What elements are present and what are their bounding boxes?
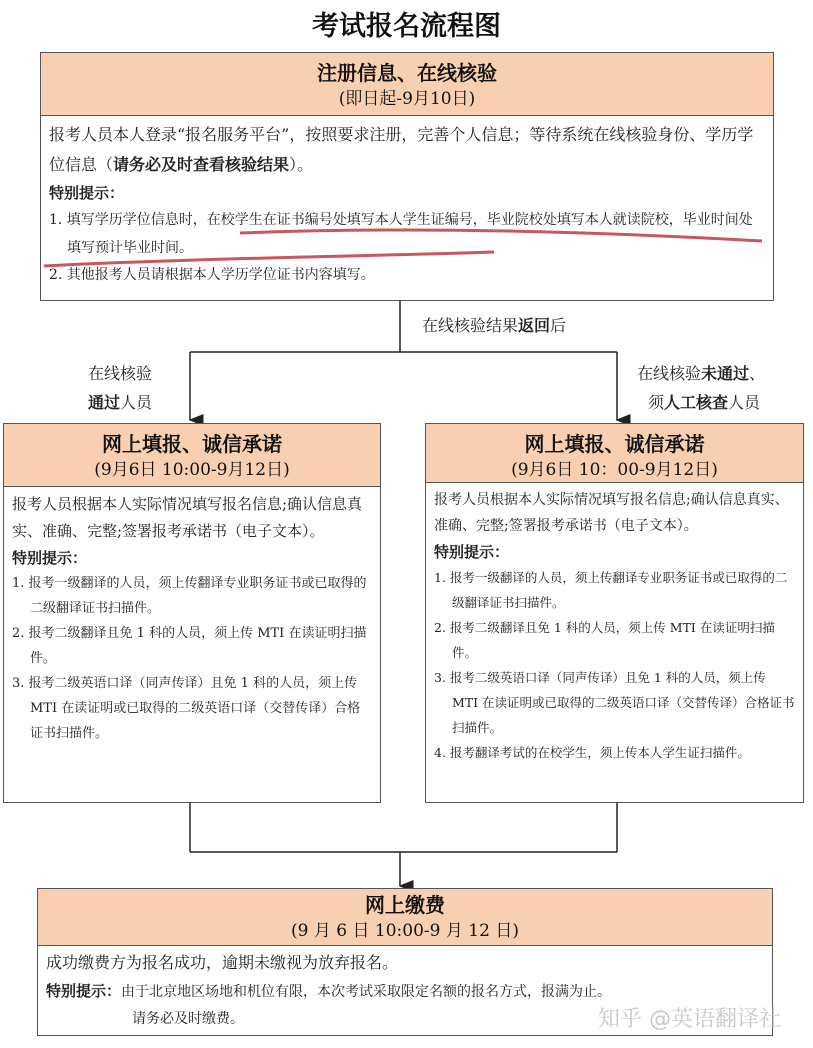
step2-right-desc: 报考人员根据本人实际情况填写报名信息;确认信息真实、准确、完整;签署报考承诺书（电子文本）。 [434,492,789,534]
watermark: 知乎 @英语翻译社 [598,1007,781,1032]
step2-left-tip-2: 2. 报考二级翻译且免 1 科的人员，须上传 MTI 在读证明扫描件。 [12,626,367,666]
step3-date: (9 月 6 日 10:00-9 月 12 日) [291,921,519,941]
step3-header [38,889,772,946]
step1-tip-1: 1. 填写学历学位信息时，在校学生在证书编号处填写本人学生证编号，毕业院校处填写本人就读院校，毕业时间处填写预计毕业时间。 [49,212,753,256]
step1-tip-label: 特别提示： [49,184,125,202]
pass-label-1: 在线核验 [88,364,153,383]
step2-right-title: 网上填报、诚信承诺 [524,432,705,456]
step2-left-tip-3: 3. 报考二级英语口译（同声传译）且免 1 科的人员，须上传 MTI 在读证明或已取得的二级英语口译（交替传译）合格证书扫描件。 [12,676,361,741]
step1-box [40,52,774,301]
step1-tip-2: 2. 其他报考人员请根据本人学历学位证书内容填写。 [49,267,375,283]
step2-right-tip-3: 3. 报考二级英语口译（同声传译）且免 1 科的人员，须上传 MTI 在读证明或已取得的二级英语口译（交替传译）合格证书扫描件。 [434,670,795,735]
step3-desc: 成功缴费方为报名成功，逾期未缴视为放弃报名。 [46,953,399,972]
page-title: 考试报名流程图 [312,11,501,42]
step2-left-title: 网上填报、诚信承诺 [102,432,282,456]
step1-date: (即日起-9月10日) [338,89,476,109]
fail-label-2: 须人工核查人员 [648,393,761,412]
step3-tip: 特别提示：由于北京地区场地和机位有限，本次考试采取限定名额的报名方式，报满为止。 [46,982,612,1000]
step2-right-tip-2: 2. 报考二级翻译且免 1 科的人员，须上传 MTI 在读证明扫描件。 [434,620,775,660]
step2-right-tip-1: 1. 报考一级翻译的人员，须上传翻译专业职务证书或已取得的二级翻译证书扫描件。 [434,570,788,610]
pass-label-2: 通过人员 [88,393,153,412]
step2-left-tip-1: 1. 报考一级翻译的人员，须上传翻译专业职务证书或已取得的二级翻译证书扫描件。 [12,576,367,616]
step1-header [41,53,773,116]
fail-label-1: 在线核验未通过、 [637,364,766,383]
step2-left-header [4,424,380,487]
after-verify-label: 在线核验结果返回后 [422,316,567,335]
step2-left-tip-label: 特别提示： [12,549,88,567]
step3-tip-2: 请务必及时缴费。 [132,1011,244,1027]
step2-left-box [3,423,381,803]
step2-right-tip-label: 特别提示： [434,543,510,561]
step3-title: 网上缴费 [365,893,445,917]
step2-right-box [425,423,804,803]
step2-right-header [426,424,803,483]
step1-desc: 报考人员本人登录“报名服务平台”，按照要求注册，完善个人信息；等待系统在线核验身份、学历学位信息（请务必及时查看核验结果）。 [49,125,754,174]
step2-right-tip-4: 4. 报考翻译考试的在校学生，须上传本人学生证扫描件。 [434,745,750,760]
step1-title: 注册信息、在线核验 [317,61,497,85]
step2-left-desc: 报考人员根据本人实际情况填写报名信息;确认信息真实、准确、完整;签署报考承诺书（电子文本）。 [12,495,363,540]
step2-left-date: (9月6日 10:00-9月12日) [94,460,290,480]
step2-right-date: (9月6日 10：00-9月12日) [511,460,718,480]
